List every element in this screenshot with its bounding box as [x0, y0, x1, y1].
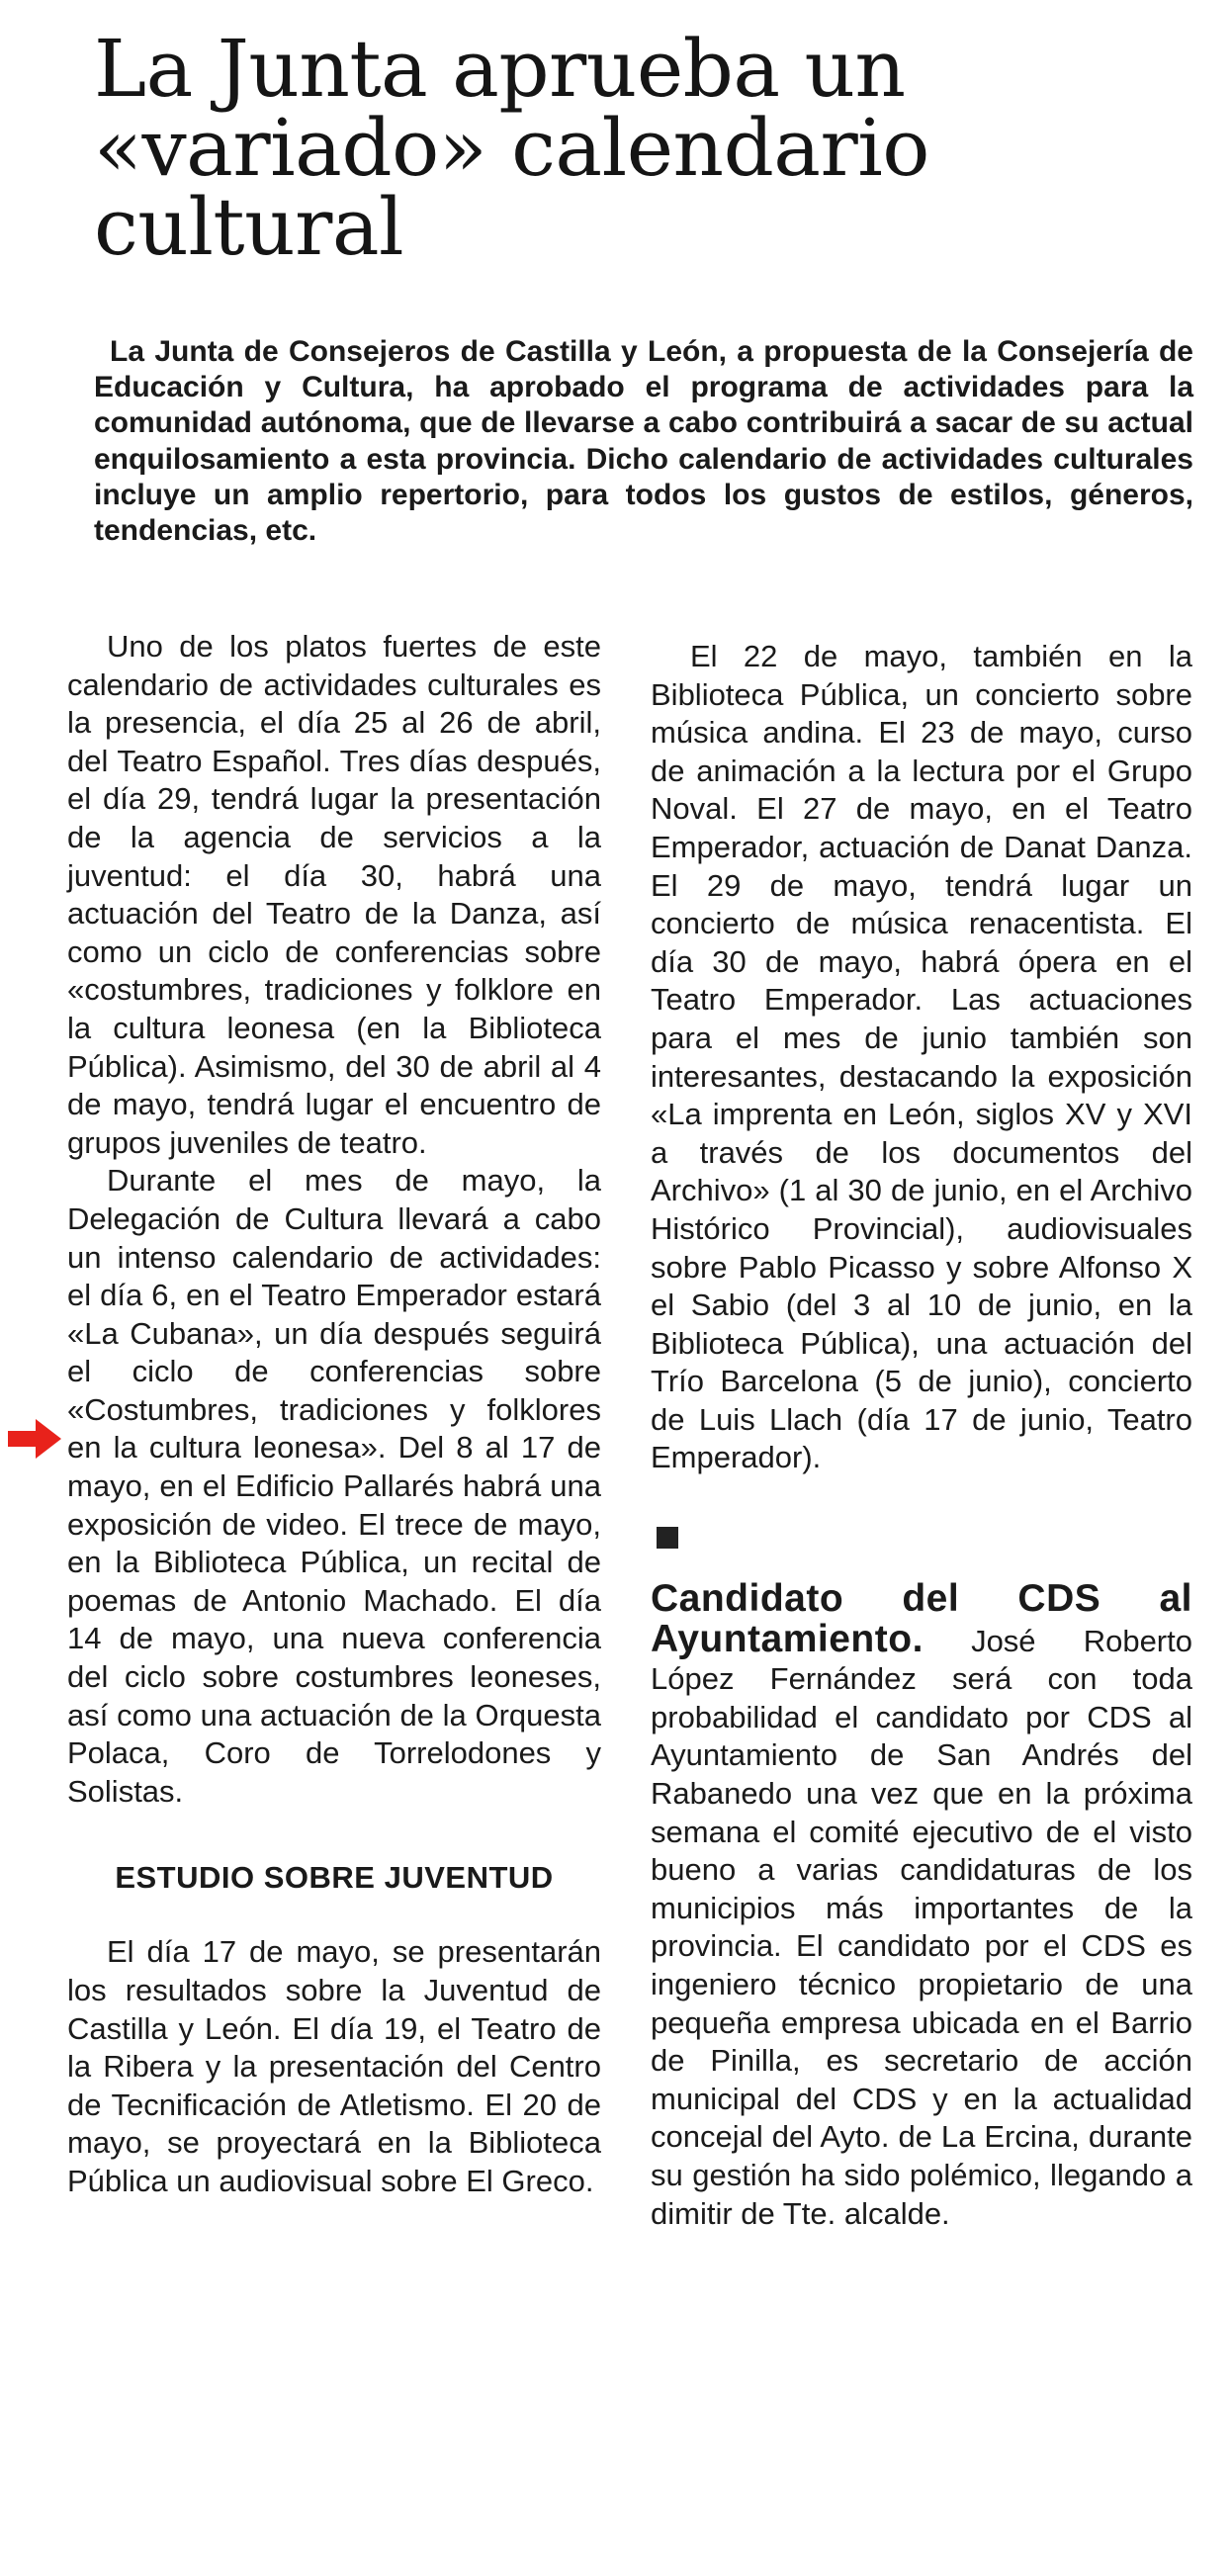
left-paragraph-1: Uno de los platos fuertes de este calendario de actividades culturales es la presencia, el día 25 al 26 de abril, del Teatro Español. Tres días después, el día 29, tendrá lugar la presentación de la agencia de servicios a la juventud: el día 30, habrá una actuación del Teatro de la Danza, así como un ciclo de conferencias sobre «costumbres, tradiciones y folklore en la cultura leonesa (en la Biblioteca Pública). Asimismo, del 30 de abril al 4 de mayo, tendrá lugar el encuentro de grupos juveniles de teatro.: [67, 629, 601, 1160]
lead-paragraph: La Junta de Consejeros de Castilla y León, a propuesta de la Consejería de Educación y Cultura, ha aprobado el programa de actividades para la comunidad autónoma, que de llevarse a cabo contribuirá a sacar de su actual enquilosamiento a esta provincia. Dicho calendario de actividades culturales incluye un amplio repertorio, para todos los gustos de estilos, géneros, tendencias, etc.: [94, 335, 1193, 548]
subheading-estudio-juventud: ESTUDIO SOBRE JUVENTUD: [115, 1860, 554, 1896]
cds-brief-text: José Roberto López Fernández será con toda probabilidad el candidato por CDS al Ayuntamiento de San Andrés del Rabanedo una vez que en la próxima semana el comité ejecutivo de el visto bueno a varias candidaturas de los municipios más importantes de la provincia. El candidato por el CDS es ingeniero técnico propietario de una pequeña empresa ubicada en el Barrio de Pinilla, es secretario de acción municipal del CDS y en la actualidad concejal del Ayto. de La Ercina, durante su gestión ha sido polémico, llegando a dimitir de Tte. alcalde.: [651, 1623, 1192, 2231]
red-arrow-icon: [8, 1419, 61, 1459]
left-column: [67, 628, 601, 2201]
headline: La Junta aprueba un «variado» calendario cultural: [94, 23, 929, 273]
right-paragraph-1: El 22 de mayo, también en la Biblioteca Pública, un concierto sobre música andina. El 23 de mayo, curso de animación a la lectura por el Grupo Noval. El 27 de mayo, en el Teatro Emperador, actuación de Danat Danza. El 29 de mayo, tendrá lugar un concierto de música renacentista. El día 30 de mayo, habrá ópera en el Teatro Emperador. Las actuaciones para el mes de junio también son interesantes, destacando la exposición «La imprenta en León, siglos XV y XVI a través de los documentos del Archivo» (1 al 30 de junio, en el Archivo Histórico Provincial), audiovisuales sobre Pablo Picasso y sobre Alfonso X el Sabio (del 3 al 10 de junio, en la Biblioteca Pública), una actuación del Trío Barcelona (5 de junio), concierto de Luis Llach (día 17 de junio, Teatro Emperador).: [651, 639, 1192, 1475]
left-paragraph-2: Durante el mes de mayo, la Delegación de Cultura llevará a cabo un intenso calendario de actividades: el día 6, en el Teatro Emperador estará «La Cubana», un día después seguirá el ciclo de conferencias sobre «Costumbres, tradiciones y folklores en la cultura leonesa». Del 8 al 17 de mayo, en el Edificio Pallarés habrá una exposición de video. El trece de mayo, en la Biblioteca Pública, un recital de poemas de Antonio Machado. El día 14 de mayo, una nueva conferencia del ciclo sobre costumbres leoneses, así como una actuación de la Orquesta Polaca, Coro de Torrelodones y Solistas.: [67, 1163, 601, 1809]
cds-brief-paragraph: [651, 1577, 1192, 2233]
cds-brief-title: Candidato del CDS al Ayuntamiento.: [651, 1577, 1192, 1660]
square-bullet-icon: [657, 1527, 678, 1549]
left-paragraph-3: El día 17 de mayo, se presentarán los resultados sobre la Juventud de Castilla y León. El día 19, el Teatro de la Ribera y la presentación del Centro de Tecnificación de Atletismo. El 20 de mayo, se proyectará en la Biblioteca Pública un audiovisual sobre El Greco.: [67, 1934, 601, 2198]
cds-brief: [651, 1577, 1192, 2233]
arrow-shape: [8, 1419, 61, 1459]
right-column: [651, 638, 1192, 2233]
